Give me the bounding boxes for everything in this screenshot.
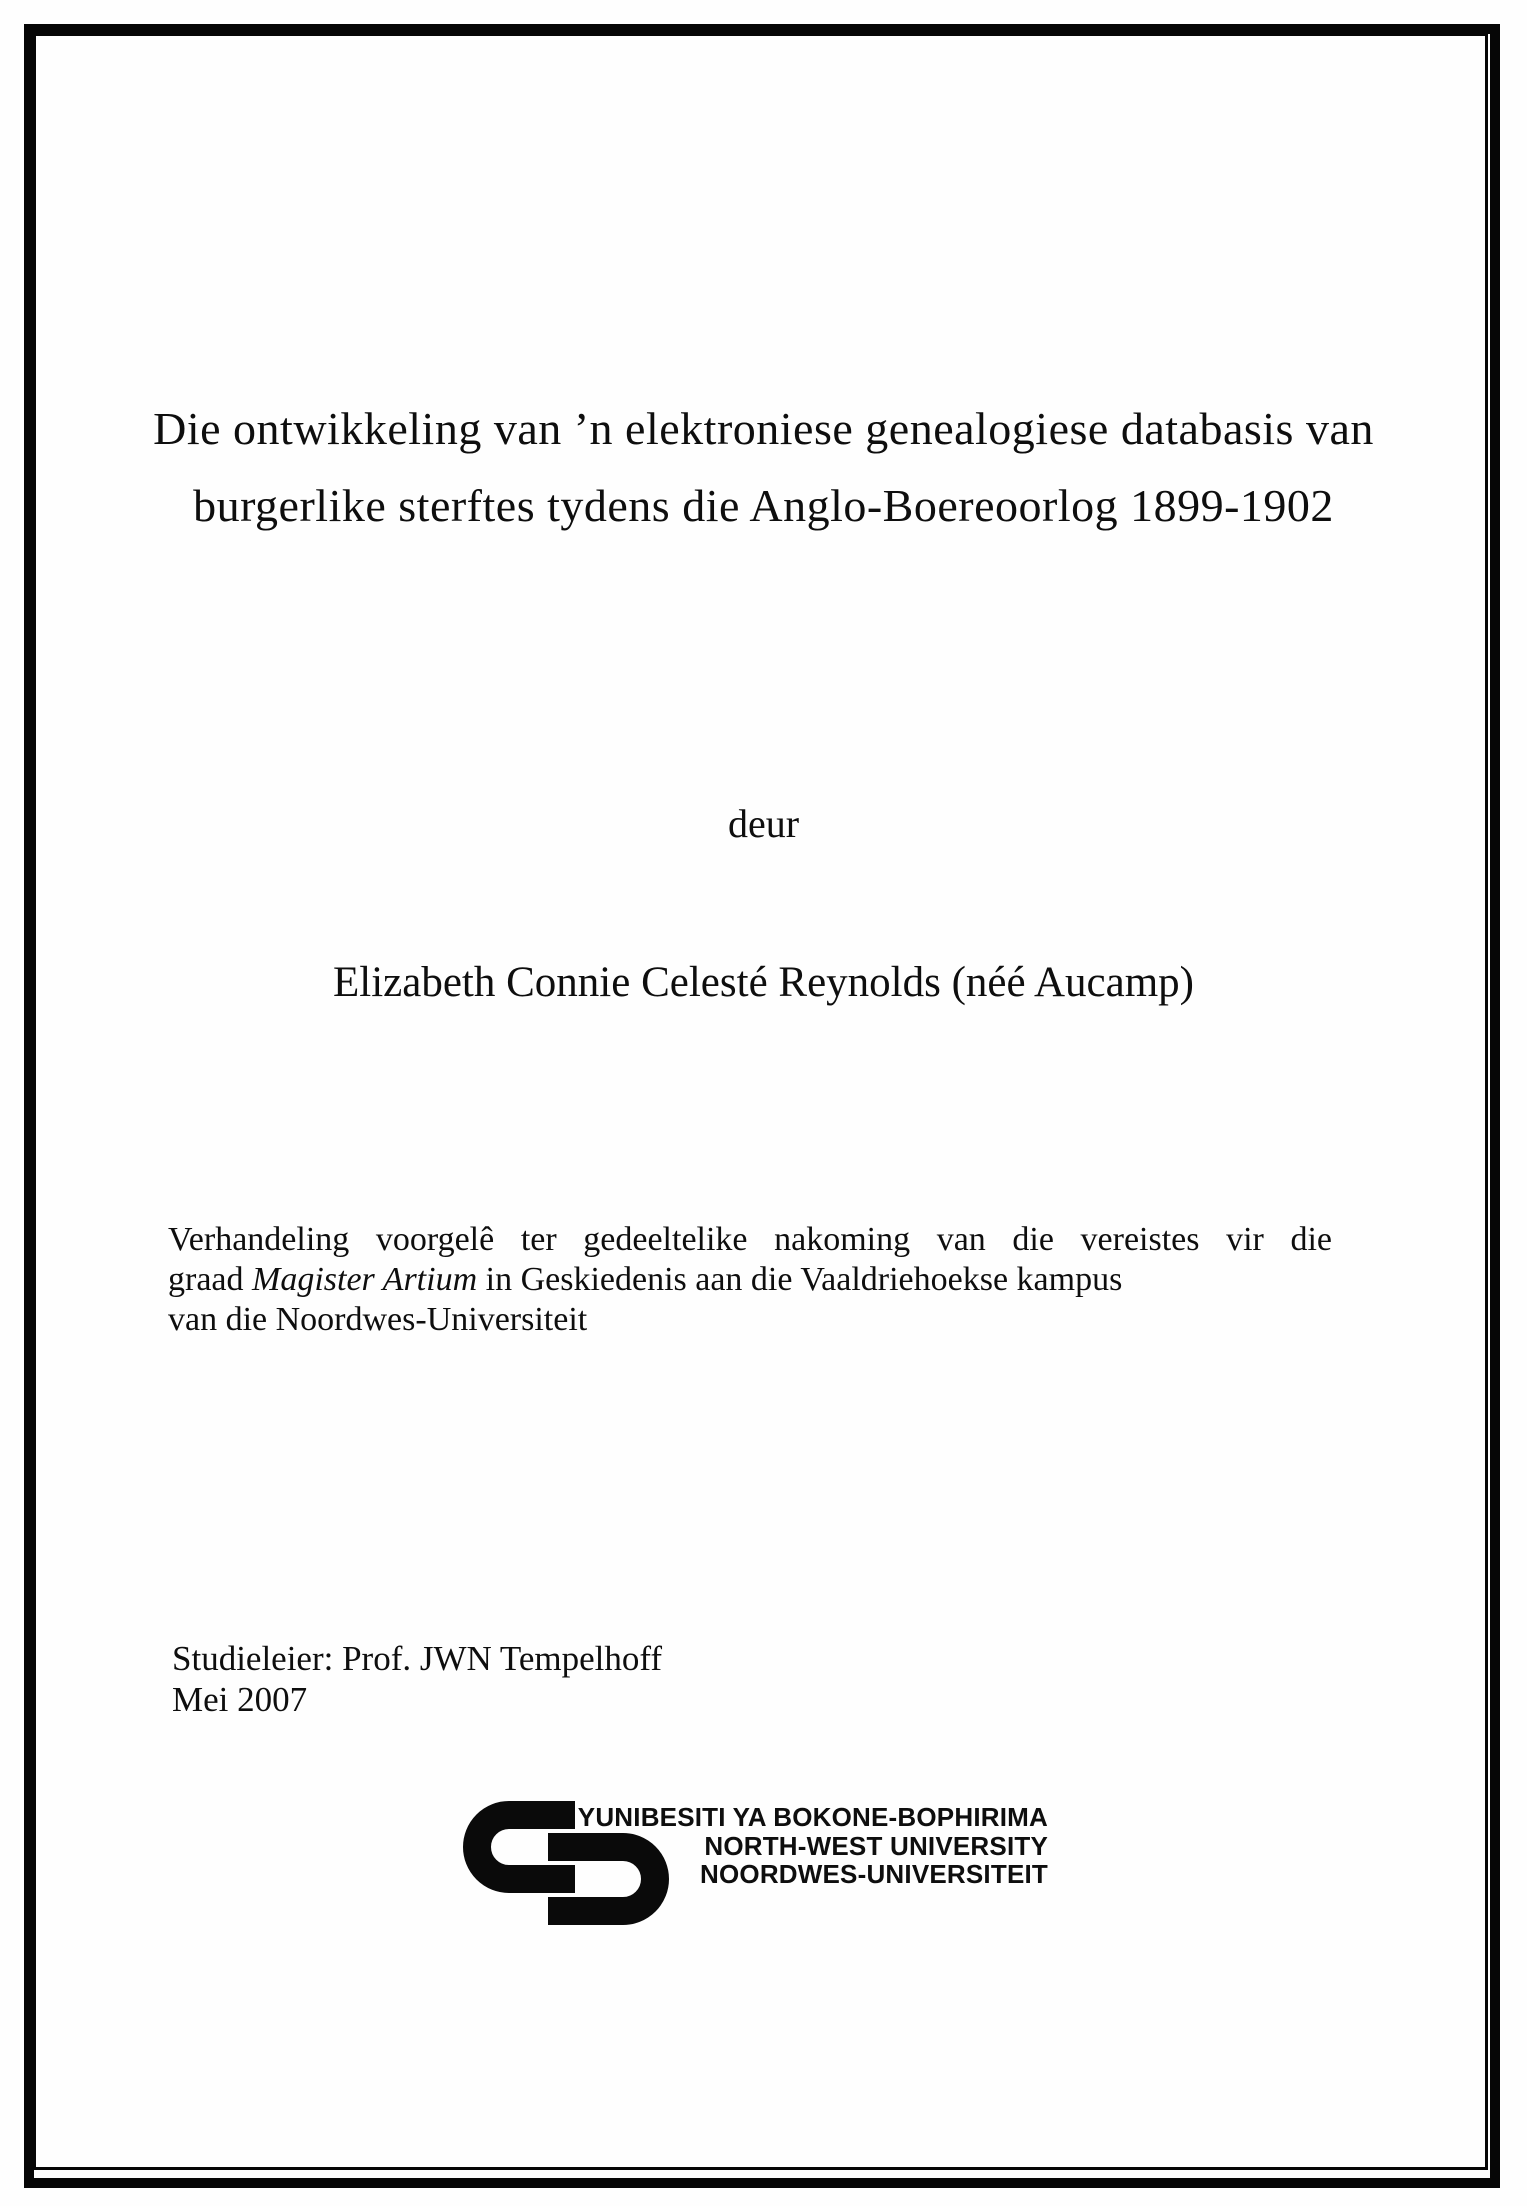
date-line: Mei 2007	[172, 1680, 308, 1719]
university-name-afrikaans: NOORDWES-UNIVERSITEIT	[700, 1859, 1048, 1889]
university-name-english: NORTH-WEST UNIVERSITY	[704, 1830, 1048, 1861]
university-name-setswana: YUNIBESITI YA BOKONE-BOPHIRIMA	[577, 1802, 1048, 1832]
title-line-2: burgerlike sterftes tydens die Anglo-Boereoorlog 1899-1902	[193, 480, 1334, 531]
degree-statement	[168, 1220, 1332, 1340]
statement-line-2	[168, 1260, 1332, 1300]
supervisor-line: Studieleier: Prof. JWN Tempelhoff	[172, 1639, 663, 1678]
page-title	[70, 390, 1457, 544]
title-line-1: Die ontwikkeling van ’n elektroniese genealogiese databasis van	[153, 403, 1374, 454]
statement-line-2-post: in Geskiedenis aan die Vaaldriehoekse kampus	[485, 1261, 1123, 1298]
supervisor-block	[172, 1638, 662, 1720]
degree-name-italic: Magister Artium	[252, 1261, 478, 1298]
byline-label: deur	[727, 801, 800, 846]
statement-line-2-pre: graad	[168, 1261, 244, 1298]
author-name: Elizabeth Connie Celesté Reynolds (néé Aucamp)	[333, 959, 1194, 1006]
statement-line-3: van die Noordwes-Universiteit	[168, 1301, 588, 1338]
university-name-block	[560, 1803, 1048, 1889]
statement-line-1: Verhandeling voorgelê ter gedeeltelike nakoming van die vereistes vir die	[168, 1221, 1332, 1258]
